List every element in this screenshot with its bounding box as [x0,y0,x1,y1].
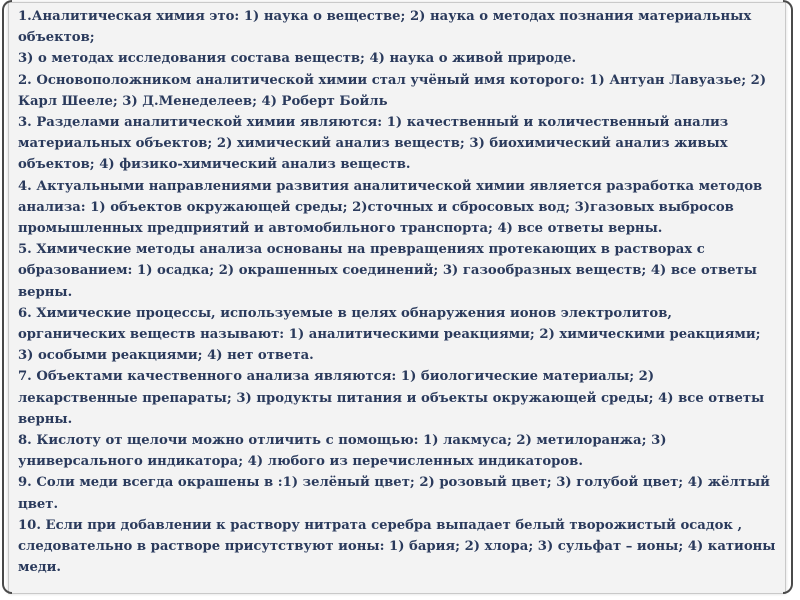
question-9: 9. Соли меди всегда окрашены в :1) зелёный цвет; 2) розовый цвет; 3) голубой цвет; 4) жёлтый цвет. [18,475,770,512]
question-2: 2. Основоположником аналитической химии стал учёный имя которого: 1) Антуан Лавуазье; 2) Карл Шееле; 3) Д.Менеделеев; 4) Роберт Бойль [18,72,767,109]
question-4: 4. Актуальными направлениями развития аналитической химии является разработка методов анализа: 1) объектов окружающей среды; 2)сточных и сбросовых вод; 3)газовых выбросов промышленных предприятий и автомобильного транспорта; 4) все ответы верны. [18,178,763,237]
question-6: 6. Химические процессы, используемые в целях обнаружения ионов электролитов, органических веществ называют: 1) аналитическими реакциями; 2) химическими реакциями; 3) особыми реакциями; 4) нет ответа. [18,305,761,364]
question-1: 1.Аналитическая химия это: 1) наука о веществе; 2) наука о методах познания материальных объектов; [18,9,752,46]
question-10: 10. Если при добавлении к раствору нитрата серебра выпадает белый творожистый осадок , следовательно в растворе присутствуют ионы: 1) бария; 2) хлора; 3) сульфат – ионы; 4) катионы меди. [18,517,776,576]
question-8: 8. Кислоту от щелочи можно отличить с помощью: 1) лакмуса; 2) метилоранжа; 3) универсального индикатора; 4) любого из перечисленных индикаторов. [18,433,667,470]
question-list [18,6,778,578]
left-bracket-decoration [2,0,12,594]
question-1-continued: 3) о методах исследования состава веществ; 4) наука о живой природе. [18,51,577,67]
question-5: 5. Химические методы анализа основаны на превращениях протекающих в растворах с образованием: 1) осадка; 2) окрашенных соединений; 3) газообразных веществ; 4) все ответы верны. [18,242,757,300]
right-bracket-decoration [783,0,793,594]
question-7: 7. Объектами качественного анализа являются: 1) биологические материалы; 2) лекарственные препараты; 3) продукты питания и объекты окружающей среды; 4) все ответы верны. [18,369,765,427]
question-3: 3. Разделами аналитической химии являются: 1) качественный и количественный анализ материальных объектов; 2) химический анализ веществ; 3) биохимический анализ живых объектов; 4) физико-химический анализ веществ. [18,115,729,173]
